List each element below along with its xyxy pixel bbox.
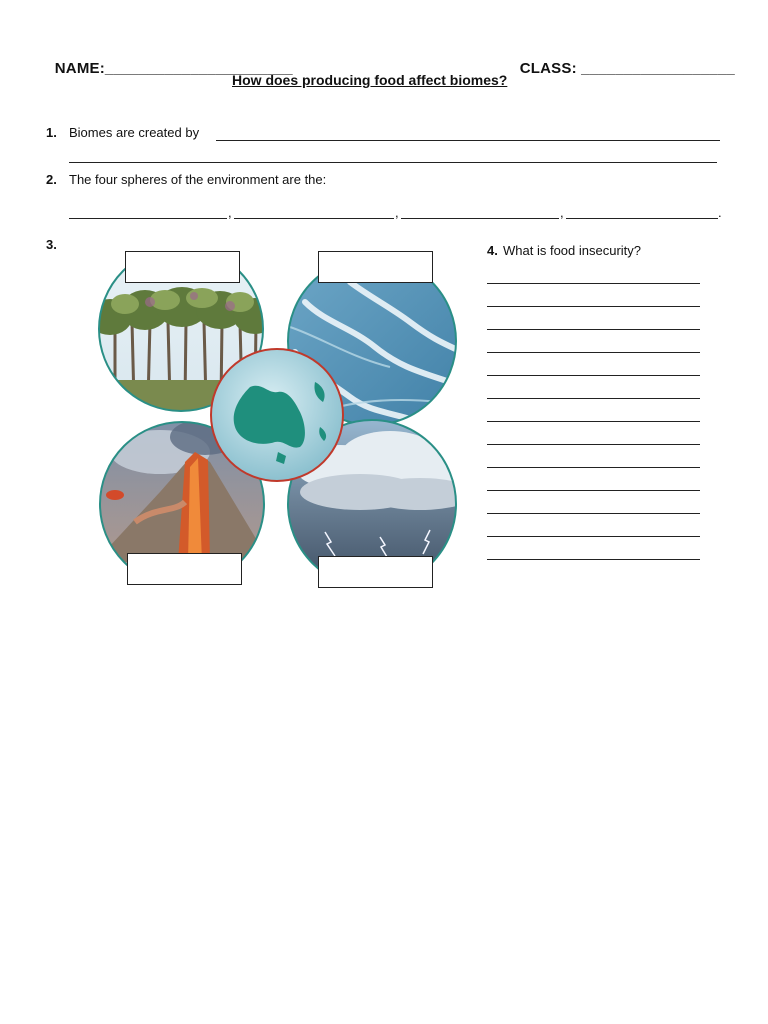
- answer-4-line[interactable]: [487, 467, 700, 468]
- sphere-separator-1: ,: [228, 205, 232, 220]
- question-2-text: The four spheres of the environment are the:: [69, 172, 327, 187]
- earth-globe-icon: [211, 349, 343, 481]
- answer-4-line[interactable]: [487, 559, 700, 560]
- forest-label-box[interactable]: [125, 251, 240, 283]
- sphere-separator-2: ,: [395, 205, 399, 220]
- name-label: NAME:: [54, 60, 105, 77]
- answer-4-line[interactable]: [487, 490, 700, 491]
- answer-4-line[interactable]: [487, 421, 700, 422]
- name-blank[interactable]: ______________________: [104, 60, 293, 77]
- sphere-blank-2[interactable]: [234, 218, 394, 219]
- answer-4-line[interactable]: [487, 352, 700, 353]
- sphere-separator-3: ,: [560, 205, 564, 220]
- question-1-text: Biomes are created by: [69, 125, 200, 140]
- answer-4-line[interactable]: [487, 329, 700, 330]
- question-1-number: 1.: [46, 125, 57, 140]
- question-4-number: 4.: [487, 243, 498, 258]
- volcano-label-box[interactable]: [127, 553, 242, 585]
- class-label: CLASS:: [519, 60, 577, 77]
- answer-4-line[interactable]: [487, 283, 700, 284]
- answer-4-line[interactable]: [487, 375, 700, 376]
- answer-1-line-b[interactable]: [69, 162, 717, 163]
- answer-4-line[interactable]: [487, 398, 700, 399]
- storm-label-box[interactable]: [318, 556, 433, 588]
- page-title: How does producing food affect biomes?: [232, 72, 508, 88]
- answer-4-line[interactable]: [487, 444, 700, 445]
- spheres-diagram: [90, 262, 470, 582]
- answer-4-line[interactable]: [487, 536, 700, 537]
- sphere-blank-1[interactable]: [69, 218, 227, 219]
- class-blank[interactable]: __________________: [581, 60, 735, 77]
- sphere-separator-4: .: [718, 205, 722, 220]
- question-2-number: 2.: [46, 172, 57, 187]
- sphere-blank-3[interactable]: [401, 218, 559, 219]
- class-field: [511, 43, 735, 77]
- answer-4-line[interactable]: [487, 513, 700, 514]
- answer-1-line-a[interactable]: [216, 140, 720, 141]
- sphere-blank-4[interactable]: [566, 218, 718, 219]
- question-4-text: What is food insecurity?: [503, 243, 642, 258]
- ocean-label-box[interactable]: [318, 251, 433, 283]
- answer-4-line[interactable]: [487, 306, 700, 307]
- question-3-number: 3.: [46, 237, 57, 252]
